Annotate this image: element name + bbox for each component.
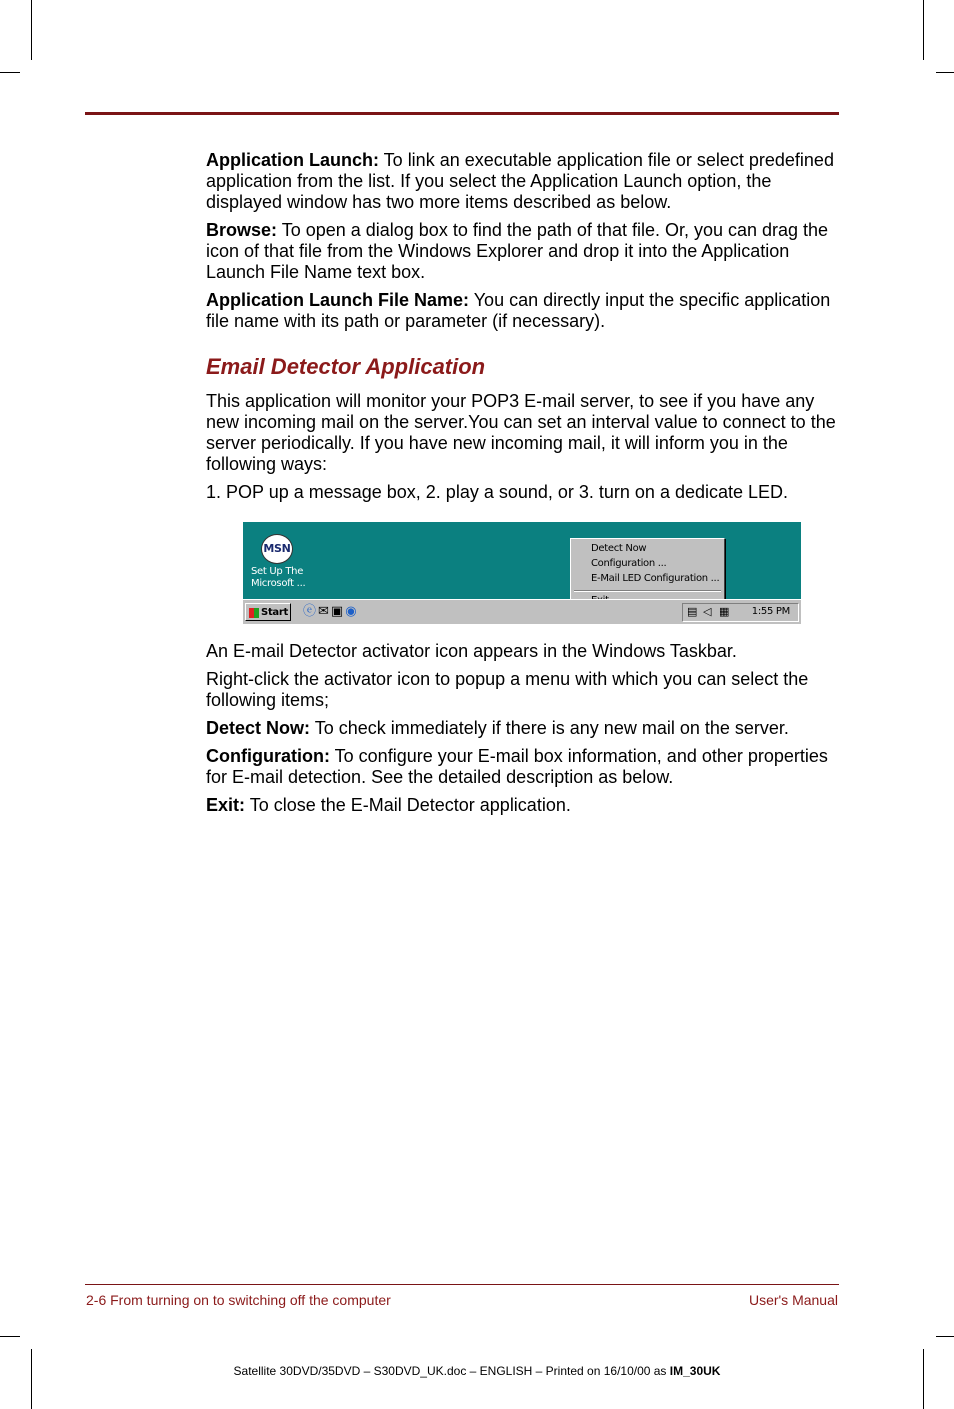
speaker-icon[interactable]: ◁ — [703, 605, 712, 618]
msn-icon: MSN — [261, 534, 293, 564]
outlook-icon[interactable]: ✉ — [318, 604, 331, 619]
paragraph-application-launch: Application Launch: To link an executable application file or select predefined application from the list. If you select the Application Launch option, the displayed window has two more items described as below. — [206, 150, 834, 212]
footer-manual-title: User's Manual — [748, 1292, 838, 1308]
quick-launch — [303, 604, 359, 620]
paragraph-ways: 1. POP up a message box, 2. play a sound, or 3. turn on a dedicate LED. — [206, 482, 789, 502]
menu-separator — [574, 590, 721, 592]
paragraph-exit: Exit: To close the E-Mail Detector application. — [206, 795, 571, 815]
menu-item-configuration[interactable]: Configuration ... — [591, 558, 667, 569]
start-button[interactable]: Start — [245, 603, 291, 621]
menu-item-email-led[interactable]: E-Mail LED Configuration ... — [591, 573, 720, 584]
taskbar-screenshot — [243, 522, 801, 624]
desktop-icon[interactable]: ▣ — [330, 604, 346, 619]
crop-mark — [31, 0, 32, 60]
crop-mark — [923, 1349, 924, 1409]
menu-item-detect-now[interactable]: Detect Now — [591, 543, 647, 554]
header-rule — [85, 112, 839, 115]
footer-rule — [85, 1284, 839, 1285]
ie-icon[interactable]: ⓔ — [303, 604, 319, 619]
paragraph-activator: An E-mail Detector activator icon appears in the Windows Taskbar. — [206, 641, 737, 661]
taskbar-clock: 1:55 PM — [751, 606, 790, 617]
print-info: Satellite 30DVD/35DVD – S30DVD_UK.doc – ENGLISH – Printed on 16/10/00 as IM_30UK — [233, 1364, 721, 1378]
paragraph-detect-now: Detect Now: To check immediately if there is any new mail on the server. — [206, 718, 789, 738]
windows-logo-icon — [249, 608, 259, 618]
page-body — [206, 150, 840, 823]
windows-taskbar — [243, 599, 801, 624]
crop-mark — [923, 0, 924, 60]
crop-mark — [936, 72, 954, 73]
crop-mark — [936, 1336, 954, 1337]
paragraph-configuration: Configuration: To configure your E-mail box information, and other properties for E-mail detection. See the detailed description as below. — [206, 746, 828, 787]
crop-mark — [0, 1336, 20, 1337]
network-icon[interactable]: ▦ — [719, 605, 730, 618]
system-tray — [682, 603, 799, 622]
paragraph-intro: This application will monitor your POP3 E-mail server, to see if you have any new incoming mail on the server.You can set an interval value to connect to the server periodically. If you have new incoming mail, it will inform you in the following ways: — [206, 391, 836, 474]
email-detector-icon[interactable]: ▤ — [687, 605, 698, 618]
footer-chapter: 2-6 From turning on to switching off the computer — [86, 1292, 391, 1308]
crop-mark — [31, 1349, 32, 1409]
section-heading: Email Detector Application — [206, 354, 486, 379]
desktop-icon-label: Set Up The Microsoft ... — [251, 566, 306, 589]
paragraph-browse: Browse: To open a dialog box to find the path of that file. Or, you can drag the icon of that file from the Windows Explorer and drop it into the Application Launch File Name text box. — [206, 220, 829, 282]
crop-mark — [0, 72, 20, 73]
paragraph-right-click: Right-click the activator icon to popup a menu with which you can select the following items; — [206, 669, 809, 710]
paragraph-file-name: Application Launch File Name: You can directly input the specific application file name with its path or parameter (if necessary). — [206, 290, 831, 331]
channel-icon[interactable]: ◉ — [345, 604, 359, 619]
